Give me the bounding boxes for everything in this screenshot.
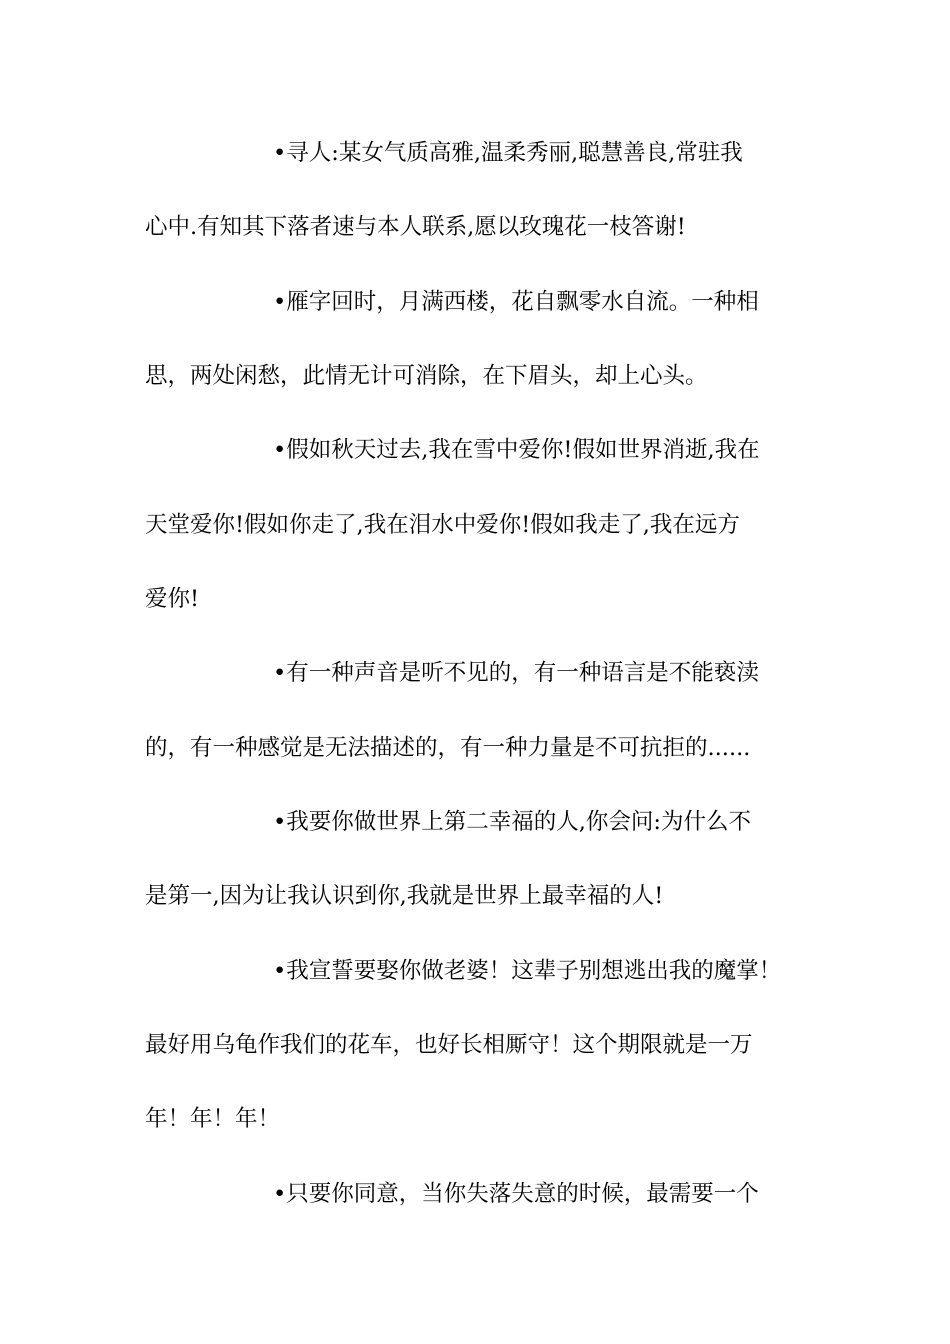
paragraph-5-line-1: •我要你做世界上第二幸福的人,你会问:为什么不 (273, 809, 752, 835)
paragraph-6-line-2: 最好用乌龟作我们的花车，也好长相厮守！这个期限就是一万 (145, 1032, 753, 1058)
paragraph-2-line-1: •雁字回时，月满西楼，花自飘零水自流。一种相 (273, 289, 759, 315)
paragraph-3-line-2: 天堂爱你!假如你走了,我在泪水中爱你!假如我走了,我在远方 (145, 512, 740, 538)
paragraph-1-line-2: 心中.有知其下落者速与本人联系,愿以玫瑰花一枝答谢! (145, 214, 686, 240)
paragraph-6-line-1: •我宣誓要娶你做老婆！这辈子别想逃出我的魔掌！ (273, 958, 782, 984)
paragraph-6-line-3: 年！年！年！ (145, 1106, 281, 1132)
paragraph-4-line-1: •有一种声音是听不见的，有一种语言是不能亵渎 (273, 660, 759, 686)
paragraph-3-line-1: •假如秋天过去,我在雪中爱你!假如世界消逝,我在 (273, 437, 760, 463)
paragraph-3-line-3: 爱你! (145, 586, 200, 612)
paragraph-7-line-1: •只要你同意，当你失落失意的时候，最需要一个 (273, 1181, 759, 1207)
paragraph-2-line-2: 思，两处闲愁，此情无计可消除，在下眉头，却上心头。 (145, 363, 708, 389)
paragraph-4-line-2: 的，有一种感觉是无法描述的，有一种力量是不可抗拒的...... (145, 735, 751, 761)
paragraph-5-line-2: 是第一,因为让我认识到你,我就是世界上最幸福的人! (145, 883, 664, 909)
paragraph-1-line-1: •寻人:某女气质高雅,温柔秀丽,聪慧善良,常驻我 (273, 140, 743, 166)
